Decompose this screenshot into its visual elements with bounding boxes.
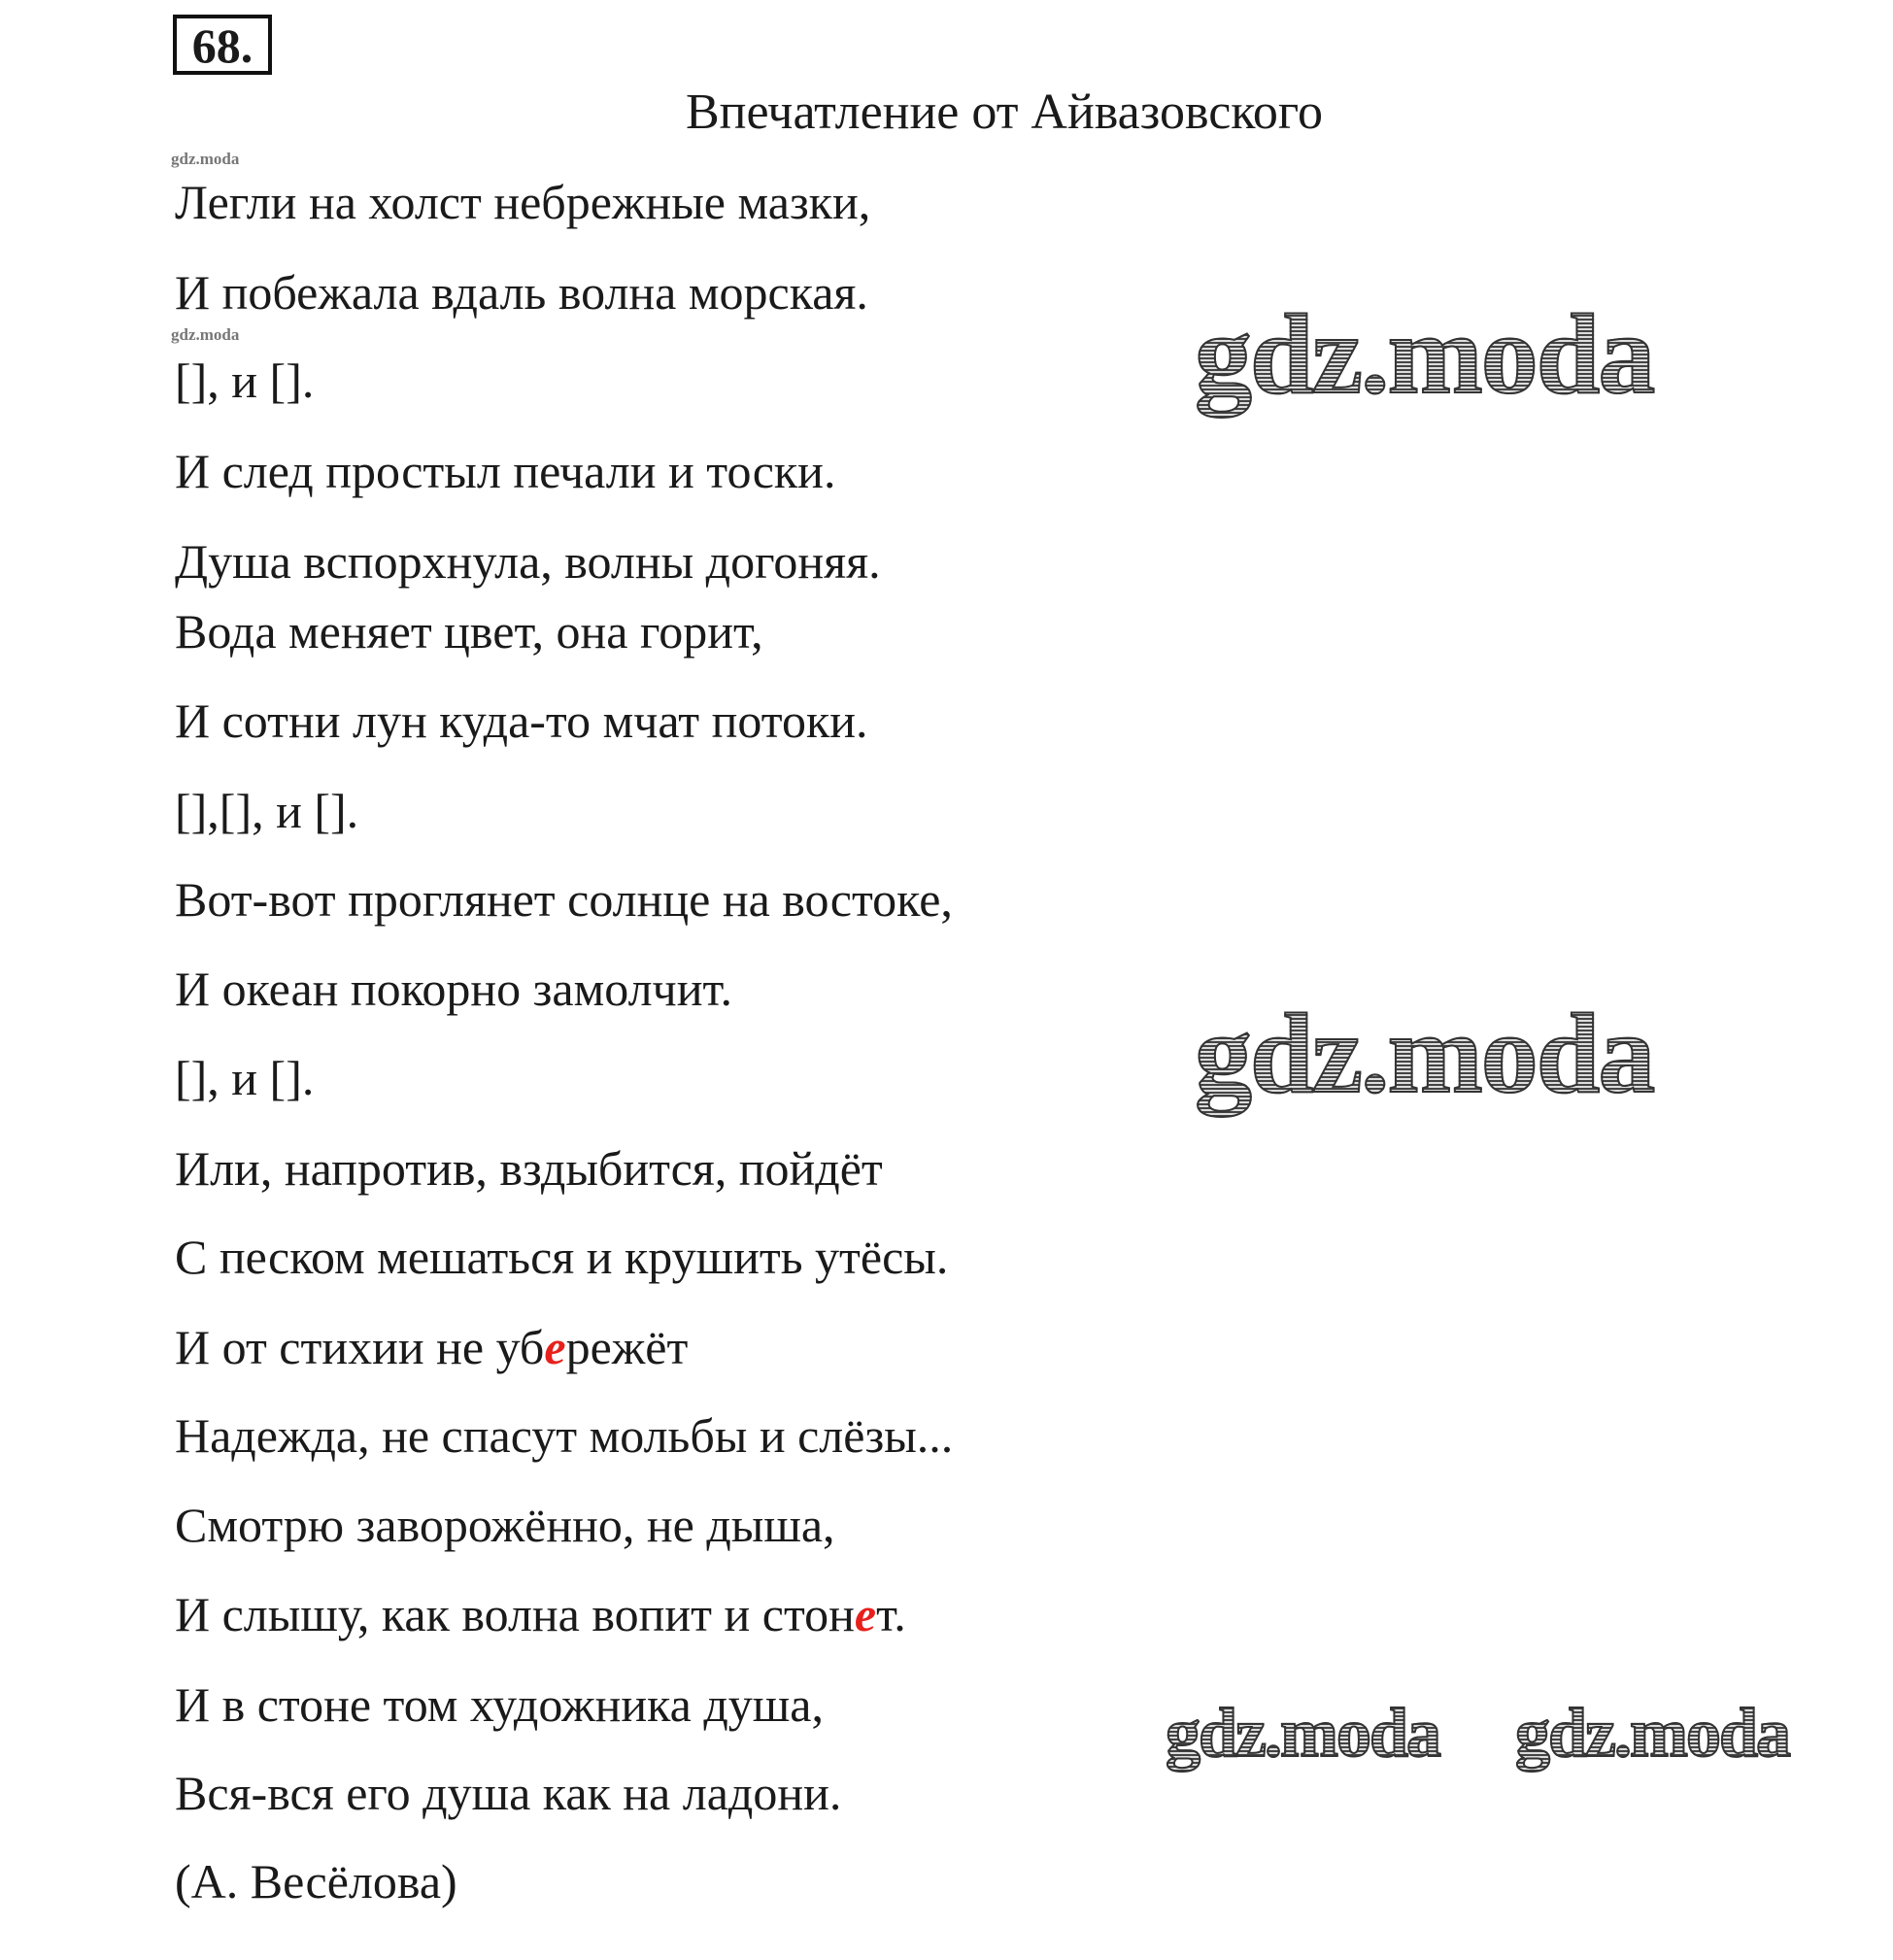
- poem-line: [], и [].: [175, 1051, 315, 1105]
- watermark: gdz.moda: [1195, 990, 1654, 1117]
- exercise-number: 68.: [173, 15, 272, 75]
- watermark: gdz.moda: [171, 150, 240, 168]
- poem-line: И побежала вдаль волна морская.: [175, 265, 868, 320]
- poem-line: Вода меняет цвет, она горит,: [175, 604, 763, 659]
- text: И от стихии не уб: [175, 1320, 545, 1374]
- poem-author: (А. Весёлова): [175, 1854, 457, 1909]
- poem-line: Душа вспорхнула, волны догоняя.: [175, 534, 881, 589]
- text: режёт: [565, 1320, 689, 1374]
- highlighted-letter: е: [544, 1320, 566, 1374]
- text: И слышу, как волна вопит и стон: [175, 1587, 855, 1641]
- text: т.: [876, 1587, 906, 1641]
- poem-line: [175, 1318, 688, 1376]
- poem-line: [],[], и [].: [175, 784, 359, 838]
- watermark: gdz.moda: [1195, 290, 1654, 418]
- watermark: gdz.moda: [1166, 1694, 1440, 1772]
- highlighted-letter: е: [854, 1587, 877, 1641]
- poem-line: Легли на холст небрежные мазки,: [175, 175, 871, 229]
- poem-line: [], и [].: [175, 354, 315, 408]
- watermark: gdz.moda: [1515, 1694, 1790, 1772]
- poem-line: И океан покорно замолчит.: [175, 962, 733, 1016]
- poem-line: С песком мешаться и крушить утёсы.: [175, 1230, 949, 1284]
- poem-line: И в стоне том художника душа,: [175, 1677, 824, 1732]
- poem-line: Или, напротив, вздыбится, пойдёт: [175, 1141, 883, 1196]
- poem-line: И след простыл печали и тоски.: [175, 444, 836, 498]
- poem-title: Впечатление от Айвазовского: [686, 84, 1323, 140]
- watermark: gdz.moda: [171, 325, 240, 344]
- poem-line: Вот-вот проглянет солнце на востоке,: [175, 872, 953, 927]
- poem-line: Вся-вся его душа как на ладони.: [175, 1766, 842, 1820]
- poem-line: Надежда, не спасут мольбы и слёзы...: [175, 1408, 954, 1463]
- poem-line: И сотни лун куда-то мчат потоки.: [175, 693, 868, 748]
- poem-line: [175, 1585, 906, 1643]
- poem-line: Смотрю заворожённо, не дыша,: [175, 1498, 835, 1552]
